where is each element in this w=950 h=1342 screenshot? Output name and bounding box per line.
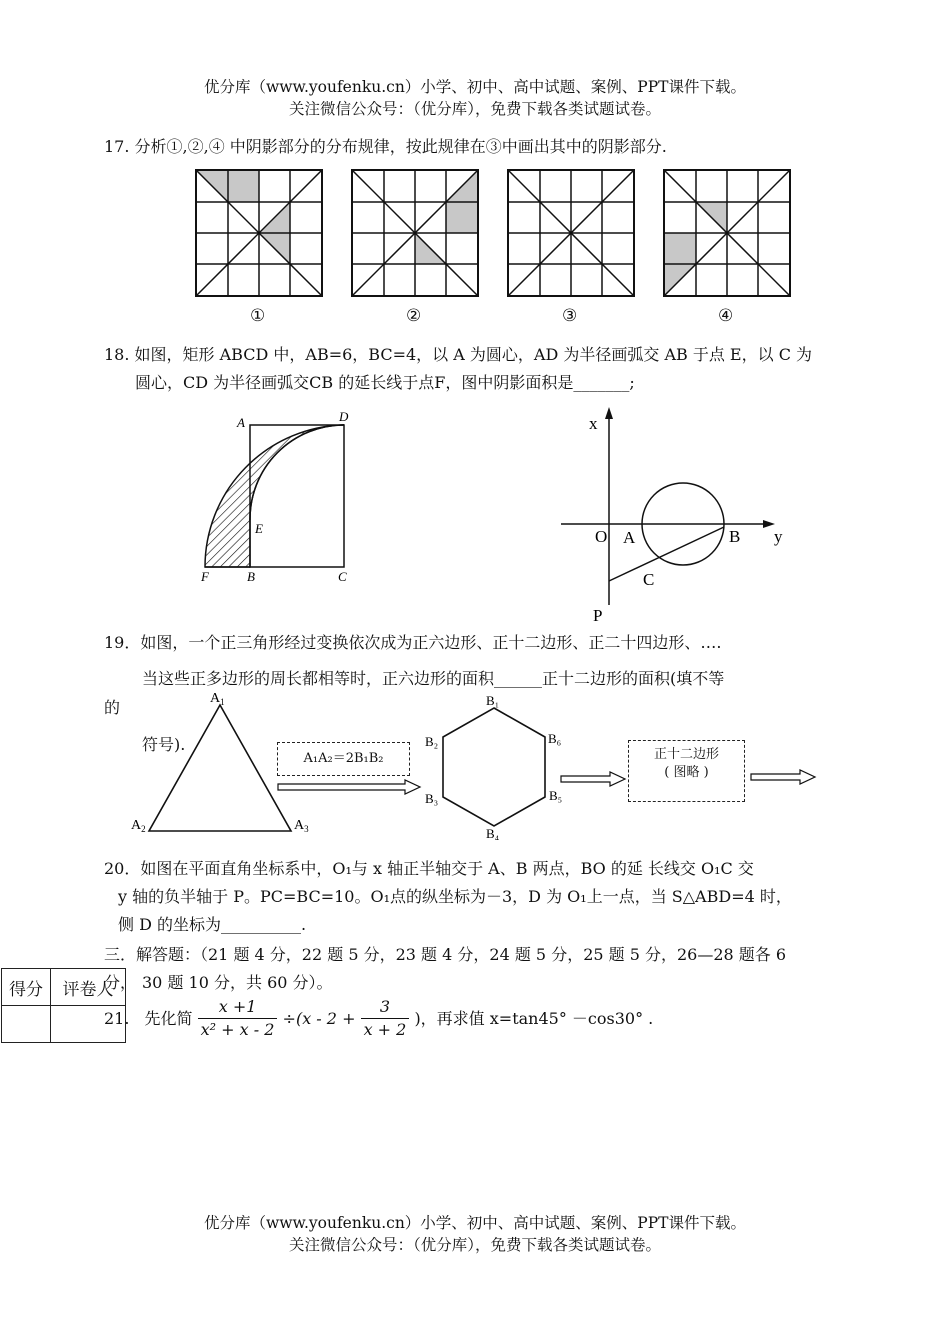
coordinate-figure xyxy=(555,405,800,630)
figure-1 xyxy=(196,170,322,296)
q17-pattern-figures xyxy=(190,166,800,302)
svg-text:A2 xyxy=(131,818,146,834)
svg-text:A3 xyxy=(294,818,309,834)
pt-F: F xyxy=(201,569,209,584)
q21-fraction-2 xyxy=(361,996,410,1041)
footer-line-1: 优分库（www.youfenku.cn）小学、初中、高中试题、案例、PPT课件下载。 xyxy=(203,1214,747,1232)
q20-line-1: 20．如图在平面直角坐标系中，O₁与 x 轴正半轴交于 A、B 两点，BO 的延 长线交 O₁C 交 xyxy=(104,859,754,878)
q21-denominator-2: x + 2 xyxy=(363,1020,407,1039)
q19-line-2: 当这些正多边形的周长都相等时，正六边形的面积______正十二边形的面积(填不等 xyxy=(142,669,725,688)
pt-D: D xyxy=(339,409,349,424)
pt-C-axis: C xyxy=(643,570,655,589)
q21-numerator-1: x +1 xyxy=(198,996,278,1019)
header-line-1: 优分库（www.youfenku.cn）小学、初中、高中试题、案例、PPT课件下载。 xyxy=(203,78,747,96)
q18-rectangle-figure xyxy=(195,405,365,590)
figure-2 xyxy=(352,170,478,296)
grader-header: 评卷人 xyxy=(51,969,126,1006)
q20-line-2: y 轴的负半轴于 P。PC=BC=10。O₁点的纵坐标为－3，D 为 O₁上一点，当 S△ABD=4 时， xyxy=(118,887,792,906)
tri-left-sub: 2 xyxy=(141,824,146,834)
figure-3 xyxy=(508,170,634,296)
transform-box-2 xyxy=(628,740,745,802)
hex-b3: B₃ xyxy=(425,791,439,806)
q17-text: 17. 分析①,②,④ 中阴影部分的分布规律，按此规律在③中画出其中的阴影部分. xyxy=(104,137,667,156)
hex-b5: B₅ xyxy=(549,788,563,803)
tri-top-sub: 1 xyxy=(220,697,225,707)
q21-number: 21. xyxy=(104,1008,130,1028)
q20-line-3: 侧 D 的坐标为__________. xyxy=(118,915,307,934)
box2-line-2: ( 图略 ) xyxy=(664,765,709,780)
svg-text:A1 xyxy=(210,691,225,707)
q21-numerator-2: 3 xyxy=(361,996,410,1019)
footer-line-2: 关注微信公众号：（优分库），免费下载各类试题试卷。 xyxy=(288,1236,661,1254)
q18-line-1: 18. 如图，矩形 ABCD 中，AB=6，BC=4，以 A 为圆心，AD 为半径画弧交 AB 于点 E，以 C 为 xyxy=(104,345,813,364)
box2-line-1: 正十二边形 xyxy=(653,747,719,762)
q18-answer-blank: _______; xyxy=(573,373,635,392)
q18-line-2: 圆心，CD 为半径画弧交CB 的延长线于点F，图中阴影面积是_______; xyxy=(135,373,635,392)
arrow-3-icon xyxy=(750,768,818,788)
tri-right-sub: 3 xyxy=(304,824,309,834)
hex-b4: B₄ xyxy=(486,826,500,840)
header-line-2: 关注微信公众号：（优分库），免费下载各类试题试卷。 xyxy=(288,100,661,118)
q19-line-1: 19．如图，一个正三角形经过变换依次成为正六边形、正十二边形、正二十四边形、…. xyxy=(104,633,722,652)
pt-E: E xyxy=(255,521,263,536)
origin-label: O xyxy=(595,527,608,546)
q19-line-3: 符号). xyxy=(142,735,186,754)
score-header: 得分 xyxy=(2,969,51,1006)
sec3-line-2: 30 题 10 分，共 60 分）。 xyxy=(142,973,333,992)
q21-denominator-1: x² + x - 2 xyxy=(200,1020,275,1039)
axis-x-label: x xyxy=(589,414,598,433)
tri-right-label: A xyxy=(294,818,305,833)
figure-2-label: ② xyxy=(406,306,422,326)
figure-1-label: ① xyxy=(250,306,266,326)
pt-P-axis: P xyxy=(593,606,603,625)
figure-3-label: ③ xyxy=(562,306,578,326)
figure-4 xyxy=(664,170,790,296)
hex-b1: B₁ xyxy=(486,693,500,708)
score-cell[interactable] xyxy=(2,1006,51,1043)
q21-post: )，再求值 x=tan45° －cos30° . xyxy=(414,1008,654,1028)
q21-pre: 先化简 xyxy=(144,1008,193,1028)
hexagon-figure xyxy=(420,690,580,840)
pt-A-axis: A xyxy=(623,528,636,547)
tri-left-label: A xyxy=(131,818,142,833)
tri-top-label: A xyxy=(210,691,221,706)
hex-b6: B₆ xyxy=(548,731,562,746)
sec3-line-2a: 分， xyxy=(104,973,137,992)
q21-fraction-1 xyxy=(198,996,278,1041)
arrow-2-icon xyxy=(560,770,628,790)
transform-box-1: A₁A₂＝2B₁B₂ xyxy=(277,742,410,776)
q20-answer-blank: __________. xyxy=(221,915,307,934)
figure-4-label: ④ xyxy=(718,306,734,326)
q19-line-2b: 的 xyxy=(104,698,121,717)
q21 xyxy=(104,996,653,1041)
pt-B: B xyxy=(247,569,255,584)
q21-mid: ÷(x - 2 + xyxy=(282,1008,356,1028)
sec3-line-1: 三．解答题：（21 题 4 分，22 题 5 分，23 题 4 分，24 题 5 分，25 题 5 分，26—28 题各 6 xyxy=(104,945,787,964)
arrow-1-icon xyxy=(277,778,422,798)
axis-y-label: y xyxy=(774,527,783,546)
pt-B-axis: B xyxy=(729,527,741,546)
hex-b2: B₂ xyxy=(425,734,439,749)
pt-A: A xyxy=(237,415,245,430)
pt-C: C xyxy=(338,569,347,584)
